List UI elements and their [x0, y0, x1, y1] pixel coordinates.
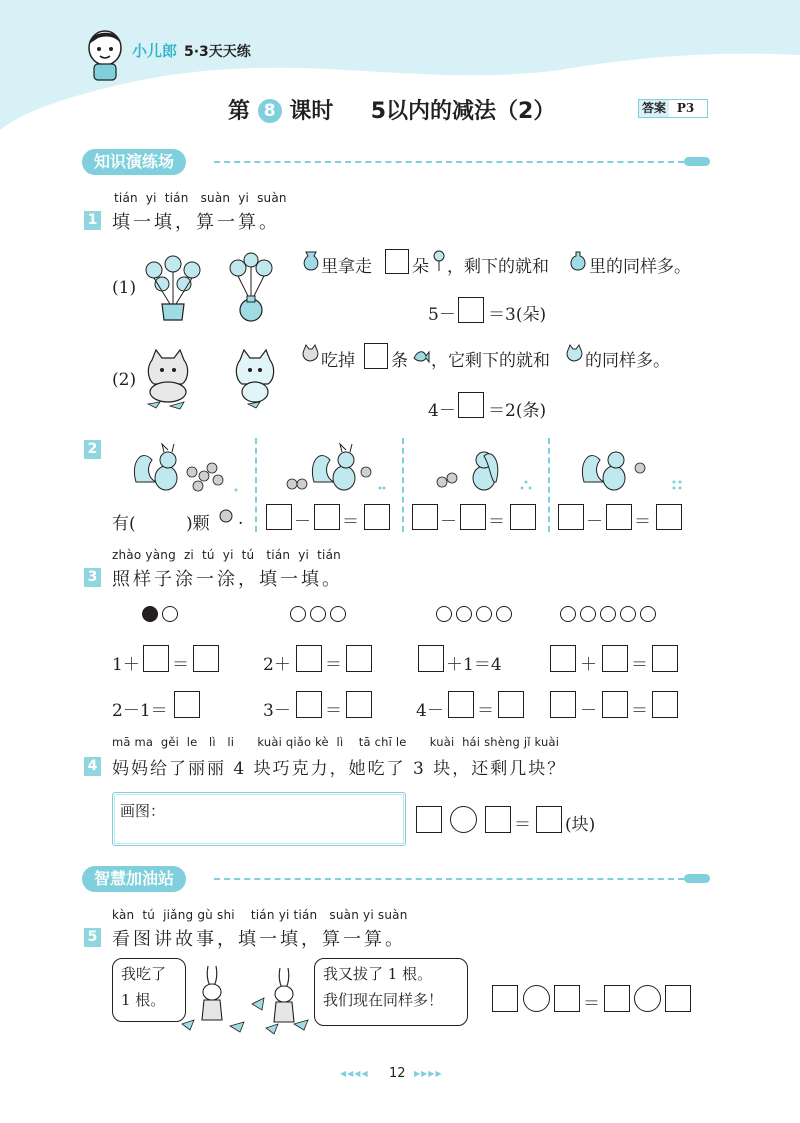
q1-part1-eq-a: 5－: [428, 305, 456, 325]
q3-eq-text: 2－1＝: [112, 701, 168, 721]
q1-part1-text3: ，剩下的就和: [447, 257, 549, 277]
equals-sign: ＝: [488, 512, 505, 532]
cat-icon: [301, 344, 319, 366]
answer-box[interactable]: [296, 645, 322, 672]
q3-pinyin: zhào yàng zi tú yi tú tián yi tián: [112, 548, 341, 562]
empty-circle[interactable]: [620, 606, 636, 622]
q3-eq-text: 1＋: [112, 655, 140, 675]
q3-eq-text: ＋1＝4: [446, 655, 502, 675]
q1-pinyin: tián yi tián suàn yi suàn: [114, 191, 287, 205]
q3-eq-text: ＝: [477, 701, 494, 721]
page-number: 12: [389, 1066, 406, 1081]
cat-icon: [565, 344, 583, 366]
answer-box[interactable]: [656, 504, 682, 530]
brand-name: 小儿郎: [132, 42, 178, 60]
panel-divider: [402, 438, 404, 532]
equals-sign: ＝: [514, 815, 531, 835]
answer-badge[interactable]: [638, 99, 708, 118]
answer-page: P3: [676, 101, 695, 115]
q4-text: 妈妈给了丽丽 4 块巧克力，她吃了 3 块，还剩几块？: [112, 759, 567, 779]
answer-box[interactable]: [510, 504, 536, 530]
q1-part1-label: (1): [112, 278, 137, 298]
answer-box[interactable]: [602, 691, 628, 718]
lesson-title: 5以内的减法（2）: [370, 99, 556, 124]
empty-circle[interactable]: [496, 606, 512, 622]
section-divider: [214, 878, 684, 880]
q3-eq-text: ＋: [580, 655, 597, 675]
answer-box[interactable]: [558, 504, 584, 530]
empty-circle[interactable]: [456, 606, 472, 622]
q2-period: .: [238, 509, 244, 529]
equals-sign: ＝: [634, 512, 651, 532]
fish-icon: [412, 348, 430, 364]
answer-box[interactable]: [193, 645, 219, 672]
answer-box[interactable]: [314, 504, 340, 530]
q1-number: 1: [84, 211, 101, 230]
vase-icon: [302, 250, 320, 272]
q1-part2-eq-a: 4－: [428, 401, 456, 421]
q3-eq-text: 2＋: [263, 655, 291, 675]
answer-box[interactable]: [498, 691, 524, 718]
bubble-left-line2: 1 根。: [121, 991, 166, 1009]
minus-sign: －: [586, 512, 603, 532]
answer-box[interactable]: [174, 691, 200, 718]
answer-box[interactable]: [418, 645, 444, 672]
q1-part1-eq-b: ＝3(朵): [488, 305, 547, 325]
answer-box[interactable]: [385, 249, 409, 274]
answer-box[interactable]: [554, 985, 580, 1012]
q3-eq-text: ＝: [325, 701, 342, 721]
vase-flowers-icon: [140, 252, 206, 324]
answer-box[interactable]: [492, 985, 518, 1012]
answer-box[interactable]: [550, 691, 576, 718]
q5-text: 看图讲故事，填一填，算一算。: [112, 929, 406, 950]
q1-part2-text1: 吃掉: [321, 351, 355, 371]
empty-circle[interactable]: [436, 606, 452, 622]
q1-part1-text2: 朵: [412, 257, 429, 277]
q1-part2-text4: 的同样多。: [585, 351, 670, 371]
vase-flowers-icon: [226, 252, 276, 324]
q3-eq-text: ＝: [631, 701, 648, 721]
answer-box[interactable]: [266, 504, 292, 530]
bubble-right-line1: 我又拔了 1 根。: [323, 965, 433, 983]
q2-you: 有(: [112, 514, 136, 534]
q1-part2-eq-b: ＝2(条): [488, 401, 547, 421]
answer-box[interactable]: [602, 645, 628, 672]
operator-circle[interactable]: [634, 985, 661, 1012]
q3-eq-text: －: [580, 701, 597, 721]
answer-box[interactable]: [416, 806, 442, 833]
flower-icon: [432, 250, 446, 272]
answer-box[interactable]: [536, 806, 562, 833]
q3-eq-text: 3－: [263, 701, 291, 721]
page-title: [228, 94, 555, 125]
answer-box[interactable]: [652, 645, 678, 672]
nut-icon: [218, 508, 234, 524]
bubble-left-line1: 我吃了: [121, 965, 167, 983]
q3-number: 3: [84, 568, 101, 587]
q3-eq-text: ＝: [172, 655, 189, 675]
empty-circle[interactable]: [600, 606, 616, 622]
answer-box[interactable]: [412, 504, 438, 530]
q1-part2-text3: ，它剩下的就和: [431, 351, 550, 371]
speech-bubble-right: [314, 958, 468, 1026]
section-divider-end: [684, 157, 710, 166]
vase-icon: [569, 250, 587, 272]
q1-part2-text2: 条: [391, 351, 408, 371]
speech-bubble-left: [112, 958, 186, 1022]
q5-number: 5: [84, 928, 101, 947]
answer-box[interactable]: [652, 691, 678, 718]
series-name: 5·3天天练: [184, 44, 251, 60]
empty-circle[interactable]: [290, 606, 306, 622]
answer-box[interactable]: [550, 645, 576, 672]
lesson-number: 8: [258, 99, 282, 123]
rabbit-with-carrot-icon: [176, 962, 316, 1036]
answer-box[interactable]: [296, 691, 322, 718]
empty-circle[interactable]: [162, 606, 178, 622]
squirrel-with-nuts-icon: [430, 442, 540, 498]
lesson-prefix: 第: [228, 99, 251, 124]
section-practice: 知识演练场: [82, 149, 186, 175]
answer-box[interactable]: [460, 504, 486, 530]
minus-sign: －: [440, 512, 457, 532]
answer-box[interactable]: [346, 645, 372, 672]
empty-circle[interactable]: [476, 606, 492, 622]
draw-label: 画图：: [120, 802, 166, 820]
equals-sign: ＝: [583, 994, 600, 1014]
answer-box[interactable]: [665, 985, 691, 1012]
lesson-suffix: 课时: [289, 99, 334, 124]
q5-pinyin: kàn tú jiǎng gù shi tián yi tián suàn yi suàn: [112, 908, 408, 922]
operator-circle[interactable]: [523, 985, 550, 1012]
equals-sign: ＝: [342, 512, 359, 532]
q3-eq-text: ＝: [325, 655, 342, 675]
section-divider-end: [684, 874, 710, 883]
answer-box[interactable]: [448, 691, 474, 718]
q3-text: 照样子涂一涂，填一填。: [112, 569, 343, 590]
q4-number: 4: [84, 757, 101, 776]
minus-sign: －: [294, 512, 311, 532]
q1-part2-label: (2): [112, 370, 137, 390]
empty-circle[interactable]: [330, 606, 346, 622]
q1-part1-text4: 里的同样多。: [589, 257, 691, 277]
panel-divider: [255, 438, 257, 532]
footer-arrows-left: ◀◀◀◀: [340, 1069, 369, 1078]
empty-circle[interactable]: [640, 606, 656, 622]
empty-circle[interactable]: [310, 606, 326, 622]
footer-arrows-right: ▶▶▶▶: [414, 1069, 443, 1078]
answer-box[interactable]: [458, 297, 484, 323]
cat-with-fish-icon: [140, 346, 196, 410]
squirrel-with-nuts-icon: [580, 442, 690, 498]
cat-with-fish-icon: [230, 346, 280, 410]
q3-eq-text: ＝: [631, 655, 648, 675]
answer-box[interactable]: [458, 392, 484, 418]
q1-text: 填一填，算一算。: [112, 212, 280, 233]
q3-eq-text: 4－: [416, 701, 444, 721]
boy-mascot-icon: [80, 26, 130, 82]
answer-box[interactable]: [604, 985, 630, 1012]
q4-unit: (块): [565, 815, 596, 835]
q2-ke: )颗: [186, 514, 210, 534]
answer-box[interactable]: [606, 504, 632, 530]
answer-box[interactable]: [364, 343, 388, 369]
q2-number: 2: [84, 440, 101, 459]
q1-part1-text1: 里拿走: [321, 257, 372, 277]
squirrel-with-nuts-icon: [280, 442, 390, 498]
answer-box[interactable]: [143, 645, 169, 672]
bubble-right-line2: 我们现在同样多！: [323, 991, 444, 1009]
operator-circle[interactable]: [450, 806, 477, 833]
empty-circle[interactable]: [560, 606, 576, 622]
answer-label: 答案: [639, 100, 669, 117]
section-wisdom: 智慧加油站: [82, 866, 186, 892]
q4-pinyin: mā ma gěi le lì li kuài qiǎo kè lì tā chī le kuài hái shèng jǐ kuài: [112, 735, 560, 749]
squirrel-with-nuts-icon: [132, 442, 242, 498]
answer-box[interactable]: [364, 504, 390, 530]
filled-circle: [142, 606, 158, 622]
panel-divider: [548, 438, 550, 532]
section-divider: [214, 161, 684, 163]
answer-box[interactable]: [485, 806, 511, 833]
answer-box[interactable]: [346, 691, 372, 718]
empty-circle[interactable]: [580, 606, 596, 622]
